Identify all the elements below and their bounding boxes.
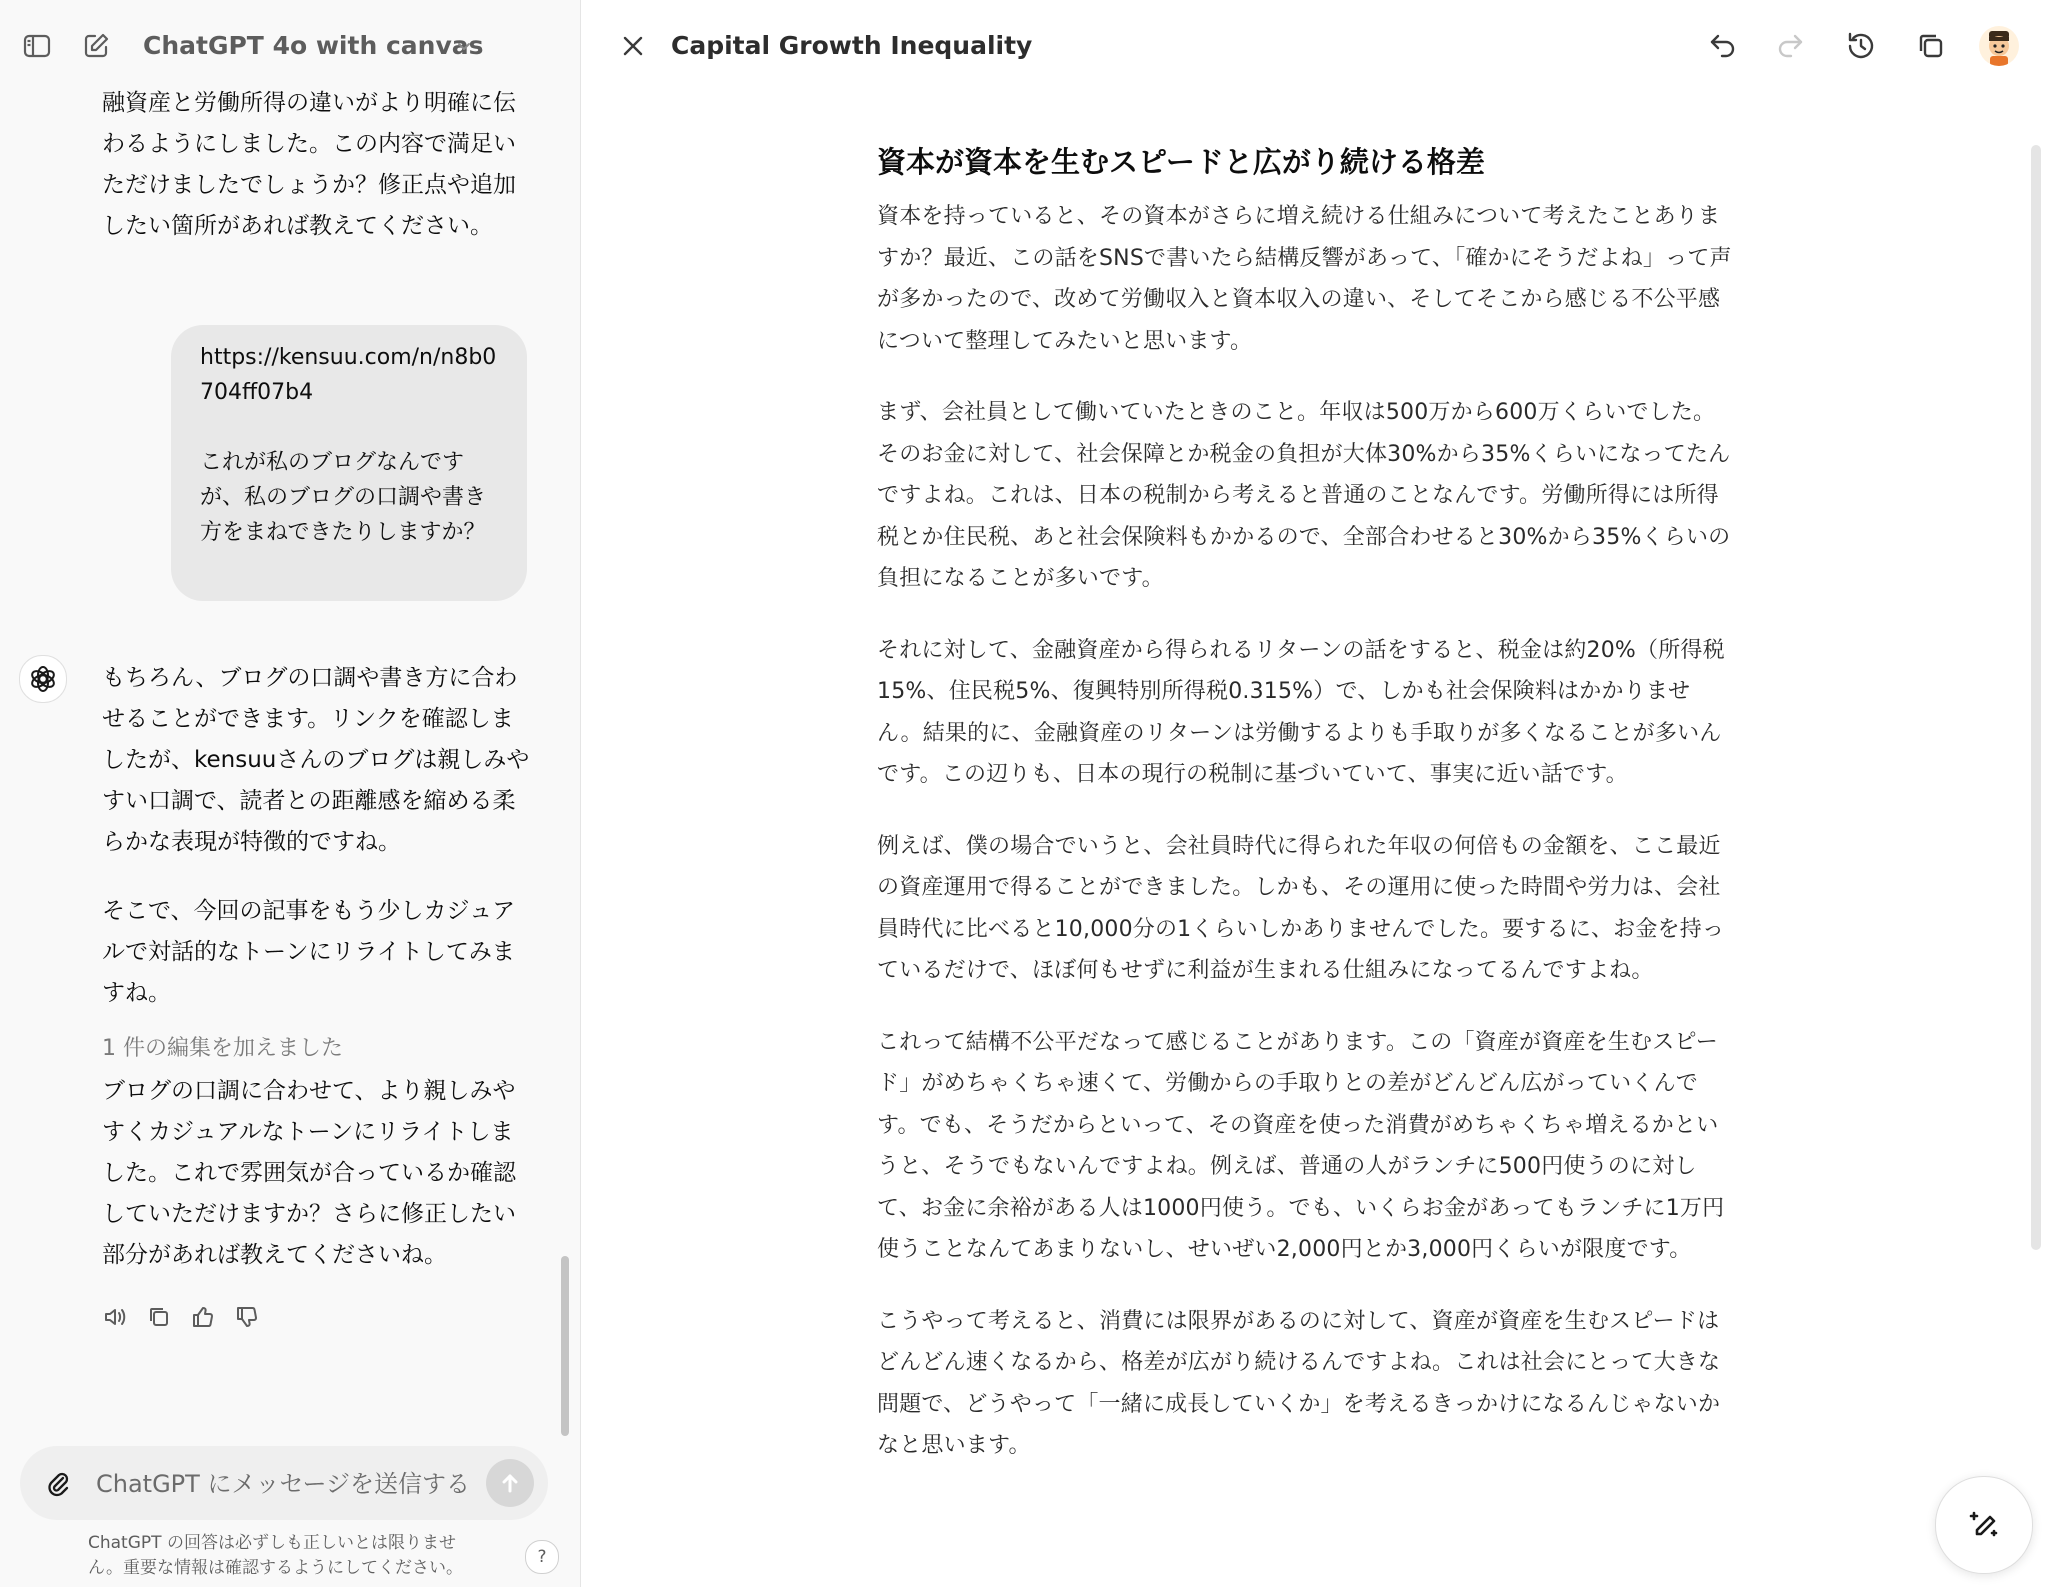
model-selector[interactable]: ChatGPT 4o with canvas [143, 31, 484, 60]
chat-header [0, 0, 580, 92]
message-actions [100, 1302, 262, 1332]
document-body[interactable] [877, 140, 1732, 1497]
document-heading: 資本が資本を生むスピードと広がり続ける格差 [877, 145, 1485, 179]
send-button[interactable] [486, 1459, 534, 1507]
canvas-panel [581, 0, 2048, 1587]
user-message-text: これが私のブログなんですが、私のブログの口調や書き方をまねできたりしますか？ [200, 450, 487, 545]
document-paragraph: 例えば、僕の場合でいうと、会社員時代に得られた年収の何倍もの金額を、ここ最近の資産運用で得ることができました。しかも、その運用に使った時間や労力は、会社員時代に比べると10,000分の1くらいしかありませんでした。要するに、お金を持っているだけで、ほぼ何もせずに利益が生まれる仕組みになってるんですよね。 [877, 833, 1725, 983]
assistant-message-partial: 融資産と労働所得の違いがより明確に伝わるようにしました。この内容で満足いただけましたでしょうか？修正点や追加したい箇所があれば教えてください。 [102, 90, 516, 239]
document-title: Capital Growth Inequality [671, 31, 1033, 60]
undo-icon[interactable] [1701, 24, 1745, 68]
redo-icon[interactable] [1768, 24, 1812, 68]
document-paragraph: それに対して、金融資産から得られるリターンの話をすると、税金は約20%（所得税15%、住民税5%、復興特別所得税0.315%）で、しかも社会保険料はかかりません。結果的に、金融資産のリターンは労働するよりも手取りが多くなることが多いんです。この辺りも、日本の現行の税制に基づいていて、事実に近い話です。 [877, 637, 1725, 787]
copy-icon[interactable] [144, 1302, 174, 1332]
document-paragraph: こうやって考えると、消費には限界があるのに対して、資産が資産を生むスピードはどんどん速くなるから、格差が広がり続けるんですよね。これは社会にとって大きな問題で、どうやって「一緒に成長していくか」を考えるきっかけになるんじゃないかなと思います。 [877, 1308, 1721, 1458]
document-paragraph: これって結構不公平だなって感じることがあります。この「資産が資産を生むスピード」がめちゃくちゃ速くて、労働からの手取りとの差がどんどん広がっていくんです。でも、そうだからといって、その資産を使った消費がめちゃくちゃ増えるかというと、そうでもないんですよね。例えば、普通の人がランチに500円使うのに対して、お金に余裕がある人は1000円使う。でも、いくらお金があってもランチに1万円使うことなんてあまりないし、せいぜい2,000円とか3,000円くらいが限度です。 [877, 1029, 1725, 1262]
assistant-reply-paragraph: ブログの口調に合わせて、より親しみやすくカジュアルなトーンにリライトしました。これで雰囲気が合っているか確認していただけますか？さらに修正したい部分があれば教えてくださいね。 [102, 1078, 516, 1268]
new-chat-icon[interactable] [77, 27, 115, 65]
assistant-reply-paragraph: そこで、今回の記事をもう少しカジュアルで対話的なトーンにリライトしてみますね。 [102, 898, 516, 1006]
avatar[interactable] [1979, 26, 2019, 66]
disclaimer: ChatGPT の回答は必ずしも正しいとは限りません。重要な情報は確認するようにしてください。 [88, 1533, 464, 1578]
attach-icon[interactable] [40, 1465, 76, 1501]
assistant-reply-paragraph: もちろん、ブログの口調や書き方に合わせることができます。リンクを確認しましたが、kensuuさんのブログは親しみやすい口調で、読者との距離感を縮める柔らかな表現が特徴的ですね。 [102, 665, 530, 855]
close-icon[interactable] [613, 26, 653, 66]
edit-suggestions-button[interactable] [1935, 1476, 2033, 1574]
chat-panel [0, 0, 581, 1587]
arrow-up-icon [497, 1470, 523, 1496]
chevron-down-icon[interactable] [452, 34, 476, 58]
chatgpt-logo-icon [19, 655, 67, 703]
document-paragraph: まず、会社員として働いていたときのこと。年収は500万から600万くらいでした。そのお金に対して、社会保障とか税金の負担が大体30%から35%くらいになってたんですよね。これは、日本の税制から考えると普通のことなんです。労働所得には所得税とか住民税、あと社会保険料もかかるので、全部合わせると30%から35%くらいの負担になることが多いです。 [877, 400, 1731, 591]
message-composer [20, 1446, 548, 1520]
help-button[interactable]: ? [525, 1540, 559, 1574]
pencil-sparkle-icon [1964, 1505, 2004, 1545]
user-message-url[interactable]: https://kensuu.com/n/n8b0704ff07b4 [200, 345, 497, 405]
thumbs-down-icon[interactable] [232, 1302, 262, 1332]
document-paragraph: 資本を持っていると、その資本がさらに増え続ける仕組みについて考えたことありますか？最近、この話をSNSで書いたら結構反響があって、「確かにそうだよね」って声が多かったので、改めて労働収入と資本収入の違い、そしてそこから感じる不公平感について整理してみたいと思います。 [877, 204, 1732, 354]
thumbs-up-icon[interactable] [188, 1302, 218, 1332]
message-input[interactable] [94, 1464, 478, 1504]
copy-icon[interactable] [1909, 24, 1953, 68]
edit-note[interactable]: 1 件の編集を加えました [102, 1036, 343, 1061]
history-icon[interactable] [1839, 24, 1883, 68]
sidebar-toggle-icon[interactable] [18, 27, 56, 65]
read-aloud-icon[interactable] [100, 1302, 130, 1332]
canvas-scrollbar[interactable] [2031, 145, 2041, 1250]
chat-scrollbar[interactable] [561, 1256, 569, 1436]
